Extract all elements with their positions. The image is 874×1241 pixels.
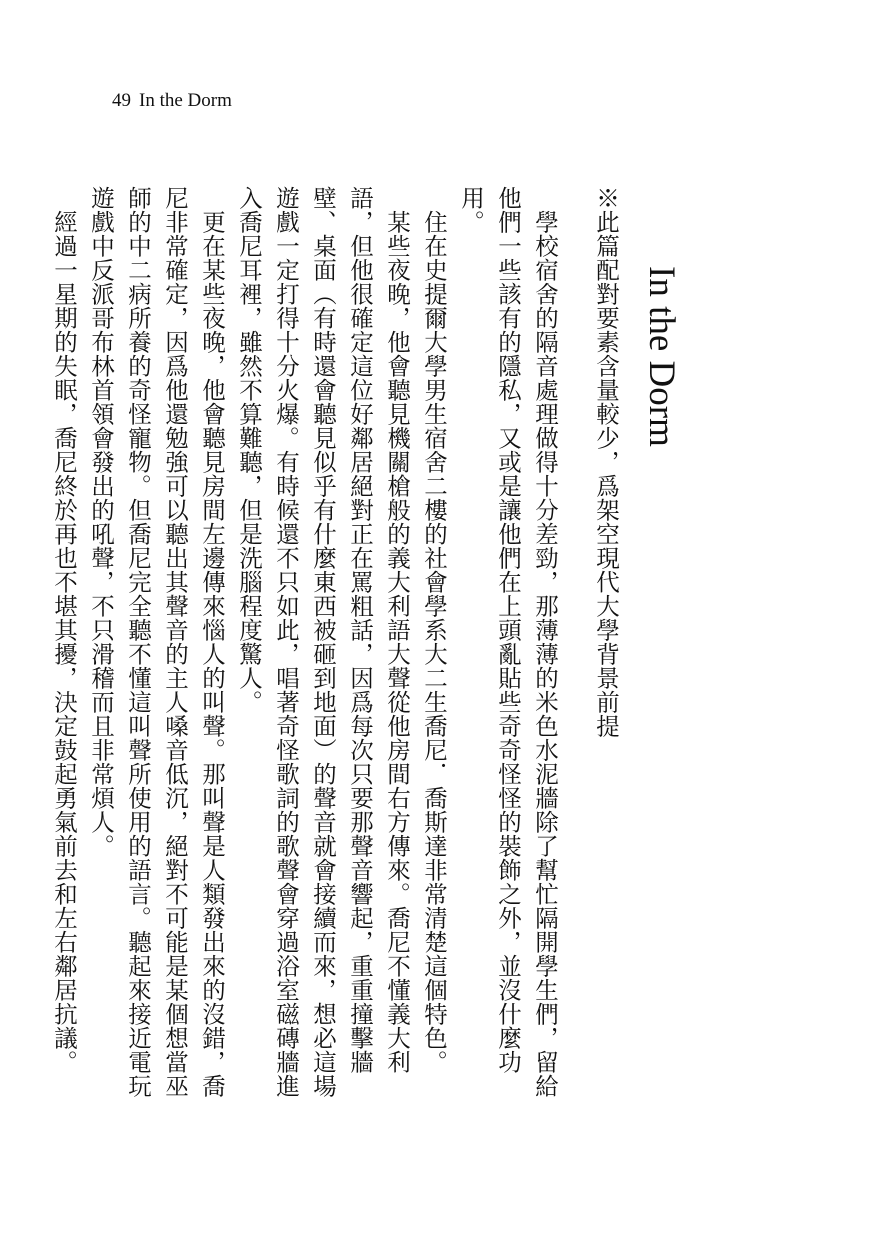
- paragraph-3: 某些夜晚，他會聽見機關槍般的義大利語大聲從他房間右方傳來。喬尼不懂義大利語，但他很確定這位好鄰居絕對正在罵粗話，因爲每次只要那聲音響起，重重撞擊牆壁、桌面（有時還會聽見似乎有什麼東西被砸到地面）的聲音就會接續而來，想必這場遊戲一定打得十分火爆。有時候還不只如此，唱著奇怪歌詞的歌聲會穿過浴室磁磚牆進入喬尼耳裡，雖然不算難聽，但是洗腦程度驚人。: [235, 186, 411, 1098]
- page-number: 49: [112, 90, 131, 111]
- paragraph-5: 經過一星期的失眠，喬尼終於再也不堪其擾，決定鼓起勇氣前去和左右鄰居抗議。: [50, 209, 78, 1074]
- vertical-text-body: [45, 186, 682, 1116]
- running-title: In the Dorm: [139, 90, 232, 111]
- paragraph-2: 住在史提爾大學男生宿舍二樓的社會學系大二生喬尼．喬斯達非常清楚這個特色。: [420, 209, 448, 1074]
- chapter-note: ※此篇配對要素含量較少，爲架空現代大學背景前提: [592, 186, 620, 738]
- paragraph-1: 學校宿舍的隔音處理做得十分差勁，那薄薄的米色水泥牆除了幫忙隔開學生們，留給他們一些該有的隱私，又或是讓他們在上頭亂貼些奇奇怪怪的裝飾之外，並沒什麼功用。: [457, 186, 559, 1098]
- chapter-title: In the Dorm: [641, 266, 682, 447]
- running-header: [112, 88, 232, 114]
- paragraph-4: 更在某些夜晚，他會聽見房間左邊傳來惱人的叫聲。那叫聲是人類發出來的沒錯，喬尼非常確定，因爲他還勉強可以聽出其聲音的主人嗓音低沉，絕對不可能是某個想當巫師的中二病所養的奇怪寵物。但喬尼完全聽不懂這叫聲所使用的語言。聽起來接近電玩遊戲中反派哥布林首領會發出的吼聲，不只滑稽而且非常煩人。: [87, 186, 226, 1098]
